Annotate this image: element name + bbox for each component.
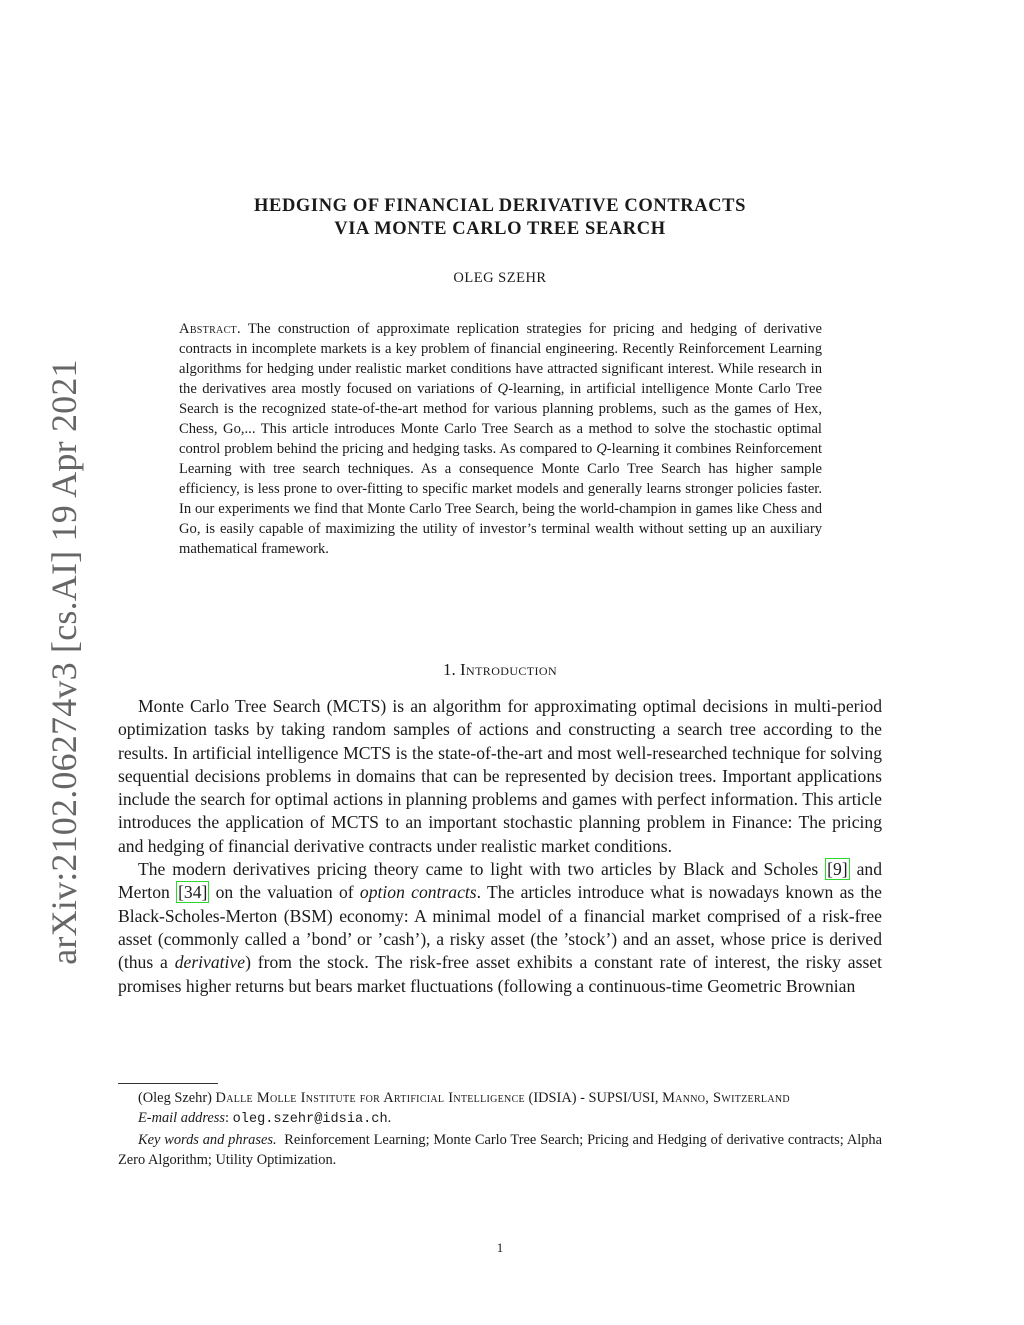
- author-name: OLEG SZEHR: [453, 270, 547, 286]
- paragraph-2-text-e: ) from the stock. The risk-free asset exhibits a constant rate of interest, the risky asset promises higher returns but bears market fluctuations (following a continuous-time Geometric Brownian: [118, 952, 883, 996]
- email-label: E-mail address: [138, 1110, 226, 1126]
- affiliation-prefix: (Oleg Szehr): [138, 1090, 216, 1106]
- abstract-label: Abstract.: [179, 321, 241, 337]
- citation-link-34[interactable]: [34]: [178, 882, 208, 903]
- body-text: [118, 695, 882, 998]
- paper-title: [150, 195, 850, 241]
- abstract-q-symbol-1: Q: [497, 381, 509, 397]
- paragraph-1: Monte Carlo Tree Search (MCTS) is an algorithm for approximating optimal decisions in multi-period optimization tasks by taking random samples of actions and constructing a search tree according to the results. In artificial intelligence MCTS is the state-of-the-art and most well-researched technique for solving sequential decisions problems in domains that can be represented by decision trees. Important applications include the search for optimal actions in planning problems and games with perfect information. This article introduces the application of MCTS to an important stochastic planning problem in Finance: The pricing and hedging of financial derivative contracts under realistic market conditions.: [118, 696, 882, 856]
- affiliation-suffix: (IDSIA) - SUPSI/USI,: [524, 1090, 663, 1106]
- emphasis-derivative: derivative: [174, 952, 246, 973]
- footnotes: [118, 1088, 882, 1170]
- affiliation-place: Manno, Switzerland: [662, 1090, 790, 1106]
- paragraph-2-text-b: and Merton: [118, 859, 882, 903]
- section-title: Introduction: [459, 660, 558, 679]
- abstract-q-symbol-2: Q: [596, 441, 607, 457]
- keywords-text: Reinforcement Learning; Monte Carlo Tree Search; Pricing and Hedging of derivative contracts; Alpha Zero Algorithm; Utility Optimization.: [118, 1132, 883, 1168]
- affiliation-note: [118, 1088, 882, 1108]
- abstract-text-c: -learning it combines Reinforcement Learning with tree search techniques. As a consequence Monte Carlo Tree Search has higher sample efficiency, is less prone to over-fitting to specific market models and generally learns stronger policies faster. In our experiments we find that Monte Carlo Tree Search, being the world-champion in games like Chess and Go, is easily capable of maximizing the utility of investor’s terminal wealth without setting up an auxiliary mathematical framework.: [179, 441, 822, 557]
- paragraph-2-text-a: The modern derivatives pricing theory came to light with two articles by Black and Scholes: [138, 859, 826, 880]
- footnote-divider: [118, 1083, 218, 1084]
- paragraph-2: [118, 858, 882, 998]
- abstract-text-b: -learning, in artificial intelligence Monte Carlo Tree Search is the recognized state-of-the-art method for various planning problems, such as the games of Hex, Chess, Go,... This article introduces Monte Carlo Tree Search as a method to solve the stochastic optimal control problem behind the pricing and hedging tasks. As compared to: [179, 381, 822, 457]
- emphasis-option-contracts: option contracts: [359, 882, 477, 903]
- email-address[interactable]: oleg.szehr@idsia.ch: [232, 1112, 388, 1127]
- abstract-text-a: The construction of approximate replication strategies for pricing and hedging of derivative contracts in incomplete markets is a key problem of financial engineering. Recently Reinforcement Learning algorithms for hedging under realistic market conditions have attracted significant interest. While research in the derivatives area mostly focused on variations of: [179, 321, 822, 397]
- keywords-note: [118, 1130, 882, 1170]
- abstract: [179, 319, 822, 559]
- page-number: 1: [496, 1240, 504, 1255]
- affiliation-institute: Dalle Molle Institute for Artificial Intelligence: [215, 1090, 525, 1106]
- section-heading: [300, 660, 700, 680]
- title-line-1: HEDGING OF FINANCIAL DERIVATIVE CONTRACTS: [254, 196, 746, 216]
- paragraph-2-text-c: on the valuation of: [209, 882, 360, 903]
- section-number: 1.: [442, 660, 456, 679]
- title-line-2: VIA MONTE CARLO TREE SEARCH: [334, 219, 666, 239]
- keywords-label: Key words and phrases.: [138, 1132, 277, 1148]
- citation-link-9[interactable]: [9]: [827, 859, 848, 880]
- arxiv-identifier-stamp[interactable]: arXiv:2102.06274v3 [cs.AI] 19 Apr 2021: [44, 359, 84, 965]
- email-note: E-mail address: oleg.szehr@idsia.ch.: [138, 1110, 392, 1127]
- paragraph-2-text-d: . The articles introduce what is nowadays known as the Black-Scholes-Merton (BSM) economy: A minimal model of a financial market comprised of a risk-free asset (commonly called a ’bond’ or ’cash’), a risky asset (the ’stock’) and an asset, whose price is derived (thus a: [118, 882, 882, 973]
